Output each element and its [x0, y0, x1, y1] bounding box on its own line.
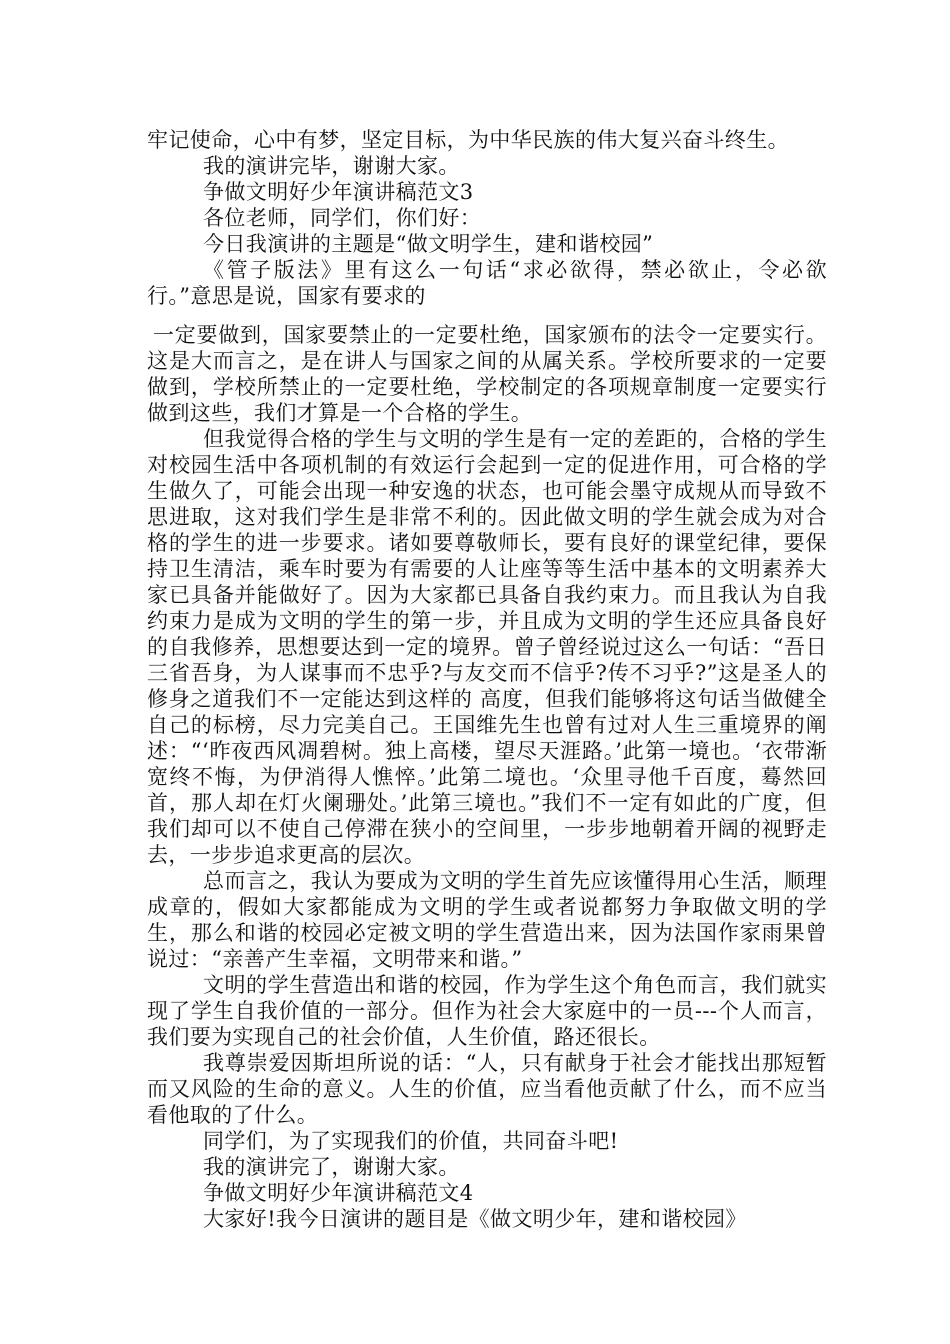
paragraph: 总而言之，我认为要成为文明的学生首先应该懂得用心生活，顺理成章的，假如大家都能成为文明的学生或者说都努力争取做文明的学生，那么和谐的校园必定被文明的学生营造出来，因为法国作家雨果曾说过：“亲善产生幸福，文明带来和谐。” [147, 869, 827, 971]
paragraph: 今日我演讲的主题是“做文明学生，建和谐校园” [203, 232, 654, 256]
main-text-block [147, 322, 827, 1232]
section-heading: 争做文明好少年演讲稿范文4 [203, 1181, 474, 1205]
paragraph: 一定要做到，国家要禁止的一定要杜绝，国家颁布的法令一定要实行。这是大而言之，是在讲人与国家之间的从属关系。学校所要求的一定要做到，学校所禁止的一定要杜绝，学校制定的各项规章制度一定要实行做到这些，我们才算是一个合格的学生。 [147, 323, 827, 425]
top-text-block [147, 127, 827, 309]
paragraph: 我的演讲完了，谢谢大家。 [203, 1155, 460, 1179]
paragraph: 牢记使命，心中有梦，坚定目标，为中华民族的伟大复兴奋斗终生。 [147, 128, 789, 152]
paragraph: 《管子版法》里有这么一句话“求必欲得，禁必欲止，令必欲行。”意思是说，国家有要求的 [147, 258, 827, 308]
paragraph: 大家好!我今日演讲的题目是《做文明少年，建和谐校园》 [203, 1207, 747, 1231]
paragraph: 我的演讲完毕，谢谢大家。 [203, 154, 460, 178]
paragraph: 各位老师，同学们，你们好： [203, 206, 482, 230]
section-heading: 争做文明好少年演讲稿范文3 [203, 180, 474, 204]
paragraph: 但我觉得合格的学生与文明的学生是有一定的差距的，合格的学生对校园生活中各项机制的有效运行会起到一定的促进作用，可合格的学生做久了，可能会出现一种安逸的状态，也可能会墨守成规从而导致不思进取，这对我们学生是非常不利的。因此做文明的学生就会成为对合格的学生的进一步要求。诸如要尊敬师长，要有良好的课堂纪律，要保持卫生清洁，乘车时要为有需要的人让座等等生活中基本的文明素养大家已具备并能做好了。因为大家都已具备自我约束力。而且我认为自我约束力是成为文明的学生的第一步，并且成为文明的学生还应具备良好的自我修养，思想要达到一定的境界。曾子曾经说过这么一句话：“吾日三省吾身，为人谋事而不忠乎?与友交而不信乎?传不习乎?”这是圣人的修身之道我们不一定能达到这样的 高度，但我们能够将这句话当做健全自己的标榜，尽力完美自己。王国维先生也曾有过对人生三重境界的阐述：“‘昨夜西风凋碧树。独上高楼，望尽天涯路。’此第一境也。‘衣带渐宽终不悔，为伊消得人憔悴。’此第二境也。‘众里寻他千百度，蓦然回首，那人却在灯火阑珊处。’此第三境也。”我们不一定有如此的广度，但我们却可以不使自己停滞在狭小的空间里，一步步地朝着开阔的视野走去，一步步追求更高的层次。 [147, 427, 827, 867]
paragraph: 我尊崇爱因斯坦所说的话：“人，只有献身于社会才能找出那短暂而又风险的生命的意义。人生的价值，应当看他贡献了什么，而不应当看他取的了什么。 [147, 1051, 827, 1127]
paragraph: 同学们，为了实现我们的价值，共同奋斗吧! [203, 1129, 619, 1153]
paragraph: 文明的学生营造出和谐的校园，作为学生这个角色而言，我们就实现了学生自我价值的一部分。但作为社会大家庭中的一员---个人而言，我们要为实现自己的社会价值，人生价值，路还很长。 [147, 973, 827, 1049]
